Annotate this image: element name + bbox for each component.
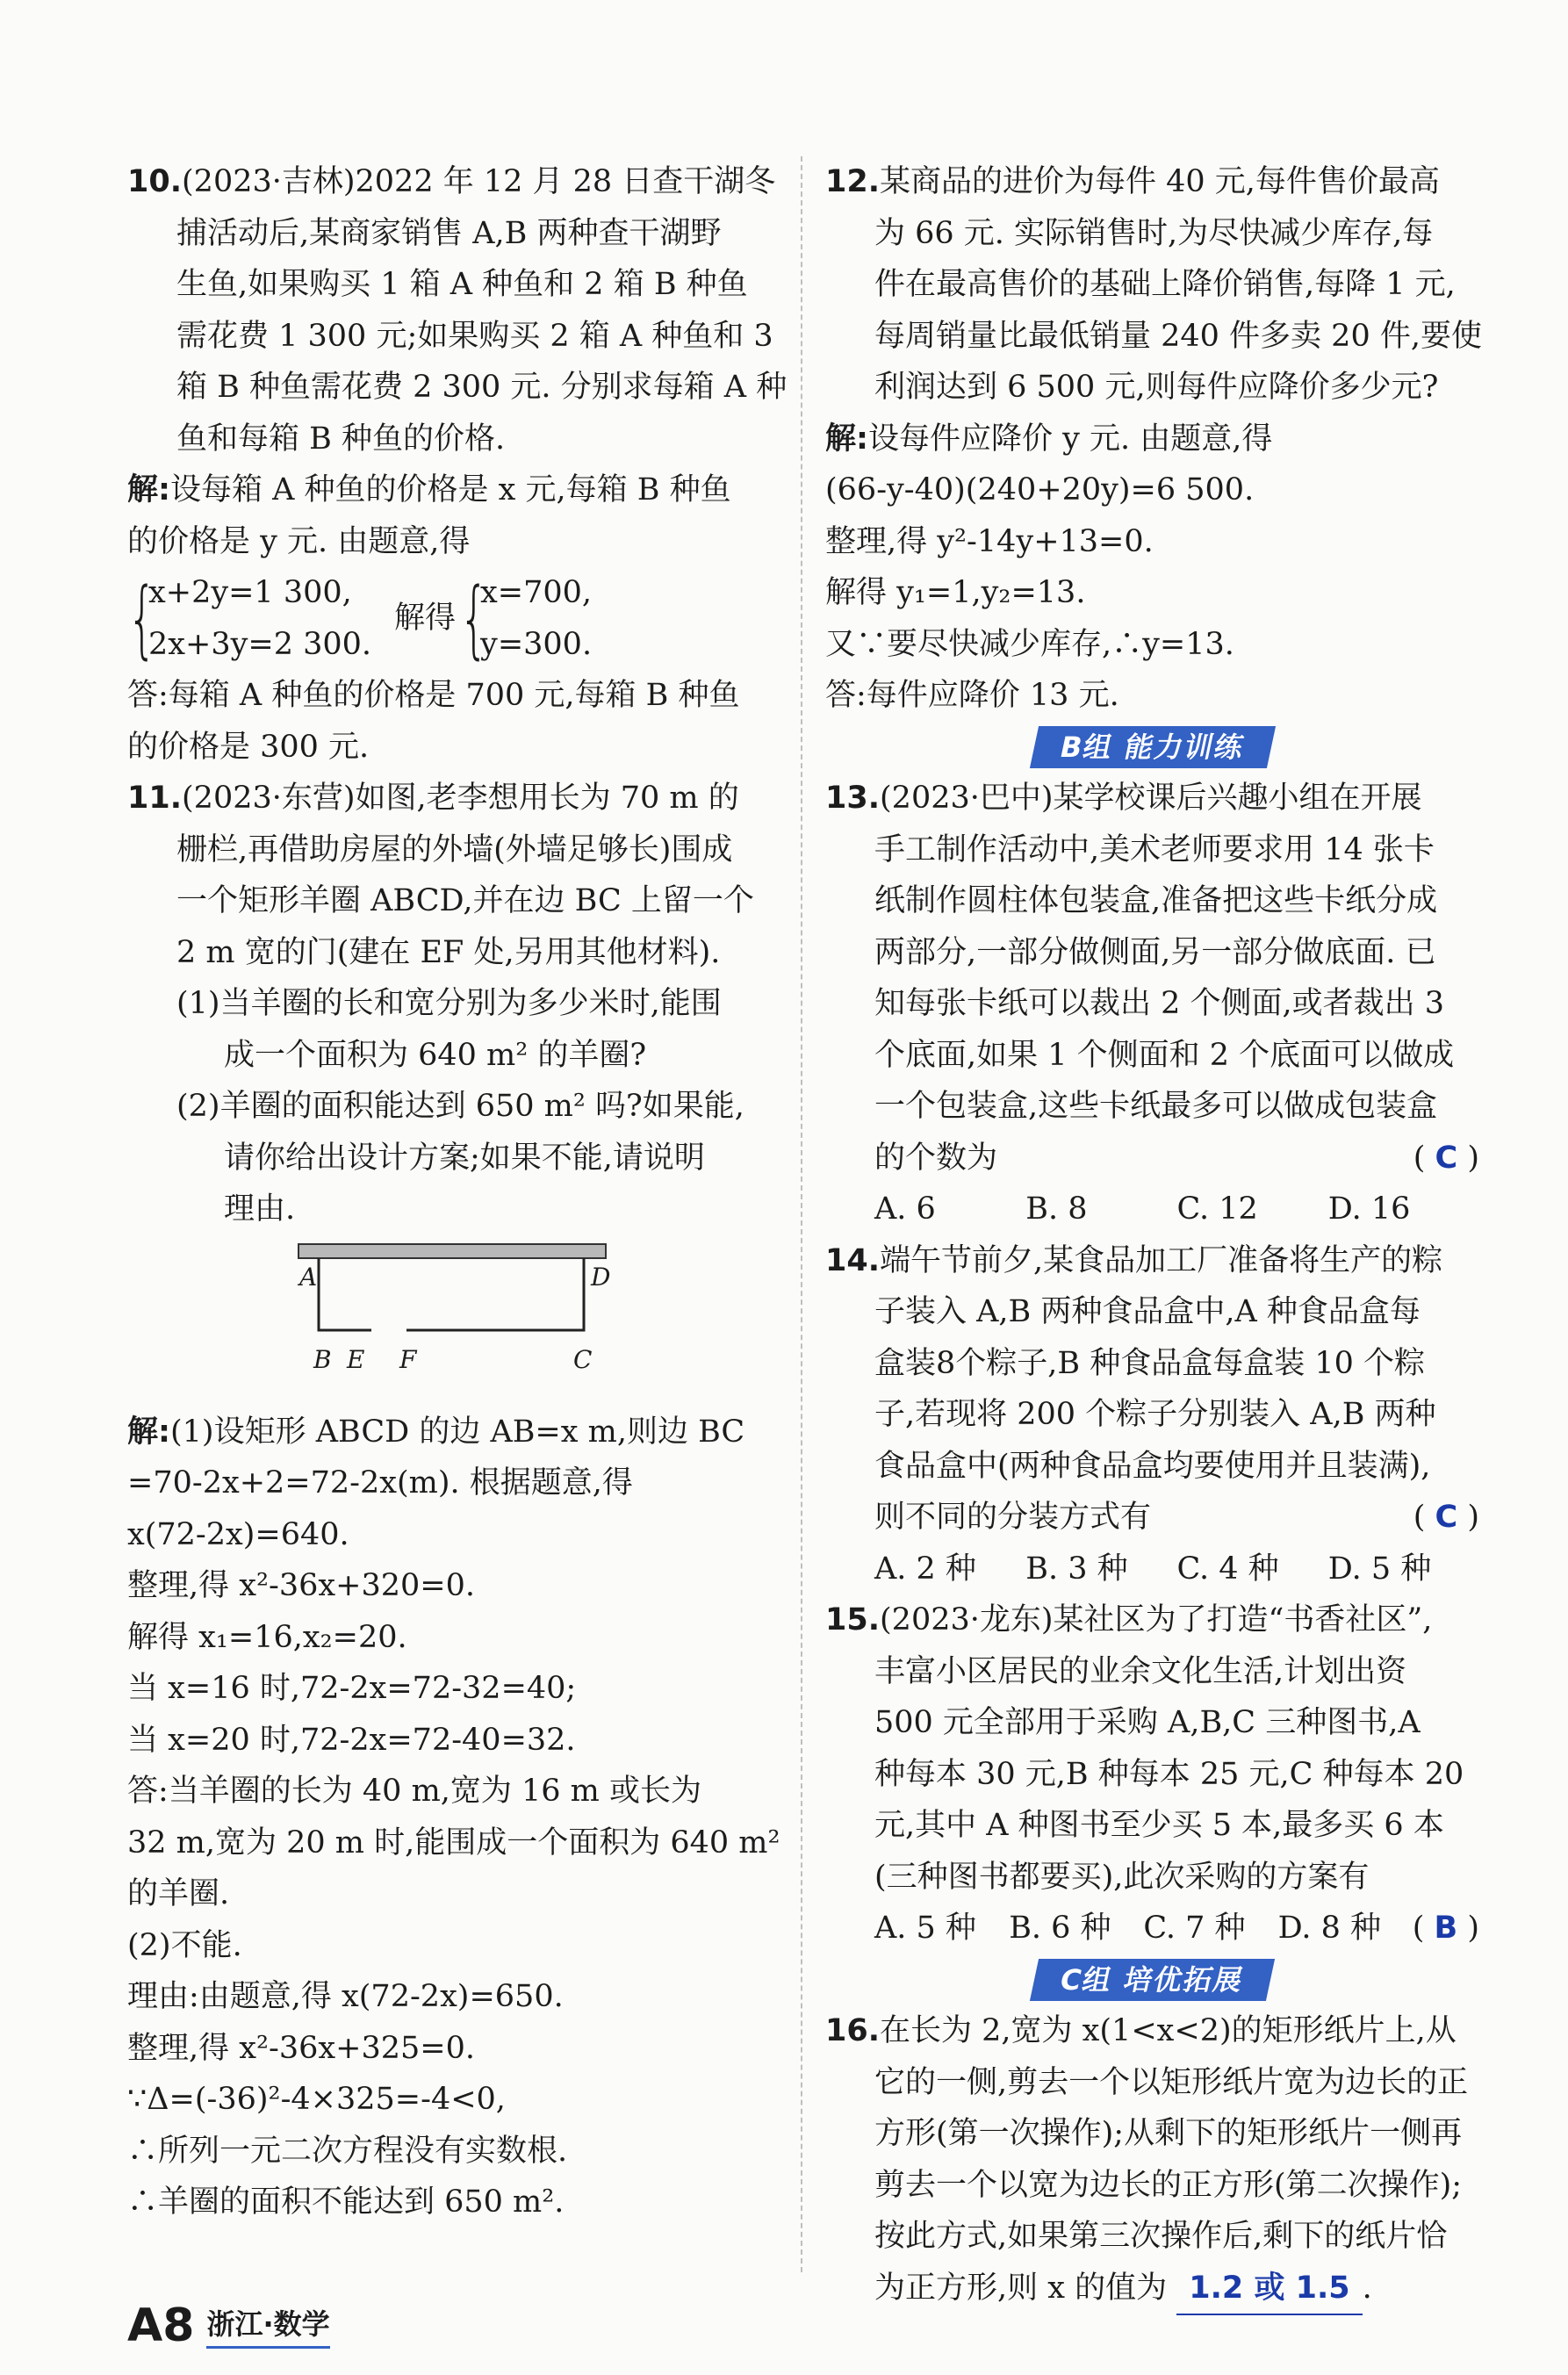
question-13 <box>825 773 1479 1235</box>
question-text: (2023·巴中)某学校课后兴趣小组在开展 <box>880 781 1422 816</box>
section-banner-b <box>825 722 1479 774</box>
question-number: 14. <box>825 1242 881 1278</box>
question-text: 鱼和每箱 B 种鱼的价格. <box>176 421 506 457</box>
point-label-b: B <box>313 1344 332 1374</box>
answer-bracket: ( C ) <box>1413 1500 1479 1535</box>
section-banner-label: B组 能力训练 <box>1030 726 1276 768</box>
solution-text: 当 x=16 时,72-2x=72-32=40; <box>127 1671 577 1706</box>
answer-text: 的价格是 300 元. <box>127 729 370 765</box>
question-number: 11. <box>127 781 183 816</box>
option: D. 8 种 <box>1277 1911 1382 1946</box>
options-row <box>825 1903 1413 1954</box>
column-divider <box>801 156 802 2272</box>
equation: 2x+3y=2 300. <box>148 626 372 662</box>
point-label-a: A <box>299 1262 318 1292</box>
option: C. 7 种 <box>1143 1911 1246 1946</box>
solution-text: 答:当羊圈的长为 40 m,宽为 16 m 或长为 <box>127 1774 701 1809</box>
option: D. 5 种 <box>1327 1551 1432 1587</box>
equation-system <box>127 567 781 670</box>
question-text: 每周销量比最低销量 240 件多卖 20 件,要使 <box>874 318 1482 354</box>
solution-text: 解得 x₁=16,x₂=20. <box>127 1619 407 1655</box>
point-label-e: E <box>347 1344 365 1374</box>
option: B. 8 <box>1025 1191 1088 1227</box>
answer-text: 答:每箱 A 种鱼的价格是 700 元,每箱 B 种鱼 <box>127 678 740 713</box>
question-text: 利润达到 6 500 元,则每件应降价多少元? <box>874 370 1439 405</box>
solution-text: 当 x=20 时,72-2x=72-40=32. <box>127 1722 576 1758</box>
solution-text: 设每件应降价 y 元. 由题意,得 <box>868 421 1273 457</box>
point-label-d: D <box>591 1262 611 1292</box>
question-text: 为 66 元. 实际销售时,为尽快减少库存,每 <box>874 215 1434 251</box>
question-text: 为正方形,则 x 的值为 <box>874 2270 1168 2306</box>
question-10 <box>127 156 788 773</box>
question-text: 需花费 1 300 元;如果购买 2 箱 A 种鱼和 3 <box>176 318 773 354</box>
section-banner-c <box>825 1954 1479 2006</box>
question-text: 剪去一个以宽为边长的正方形(第二次操作); <box>874 2167 1463 2203</box>
solution-text: 解得 y₁=1,y₂=13. <box>825 575 1086 610</box>
solution-label: 解: <box>127 1414 170 1450</box>
subquestion-text: 请你给出设计方案;如果不能,请说明 <box>224 1140 705 1176</box>
question-text: 个底面,如果 1 个侧面和 2 个底面可以做成 <box>874 1037 1455 1073</box>
left-column <box>127 156 788 2228</box>
solve-label: 解得 <box>394 601 457 637</box>
answer-choice: C <box>1435 1500 1458 1535</box>
brace-icon: { <box>127 569 157 668</box>
question-text: 2 m 宽的门(建在 EF 处,另用其他材料). <box>176 934 721 970</box>
question-text: 食品盒中(两种食品盒均要使用并且装满), <box>874 1448 1431 1484</box>
solution-text: ∴羊圈的面积不能达到 650 m². <box>127 2184 565 2220</box>
question-text: 手工制作活动中,美术老师要求用 14 张卡 <box>874 831 1435 867</box>
fence-left <box>319 1258 371 1330</box>
options-row <box>825 1184 1479 1235</box>
question-number: 10. <box>127 164 183 199</box>
question-text: 种每本 30 元,B 种每本 25 元,C 种每本 20 <box>874 1756 1464 1792</box>
solution-text: (2)不能. <box>127 1927 242 1963</box>
question-text: 栅栏,再借助房屋的外墙(外墙足够长)围成 <box>176 831 733 867</box>
question-text: (2023·龙东)某社区为了打造“书香社区”, <box>880 1602 1433 1637</box>
question-text: . <box>1362 2270 1372 2306</box>
question-12 <box>825 156 1482 722</box>
question-text: 两部分,一部分做侧面,另一部分做底面. 已 <box>874 934 1436 970</box>
solution-label: 解: <box>127 472 170 507</box>
rectangle-pen-figure <box>127 1235 781 1407</box>
question-text: (2023·东营)如图,老李想用长为 70 m 的 <box>182 781 739 816</box>
brace-icon: { <box>459 569 489 668</box>
solution-label: 解: <box>825 421 868 457</box>
question-number: 13. <box>825 781 881 816</box>
solution-text: 整理,得 x²-36x+325=0. <box>127 2030 475 2066</box>
question-number: 12. <box>825 164 881 199</box>
subquestion-text: (2)羊圈的面积能达到 650 m² 吗?如果能, <box>176 1089 744 1124</box>
solution-text: 又∵要尽快减少库存,∴y=13. <box>825 626 1234 662</box>
solution-text: 32 m,宽为 20 m 时,能围成一个面积为 640 m² <box>127 1824 780 1860</box>
solution-text: 的价格是 y 元. 由题意,得 <box>127 523 471 559</box>
question-text: 丰富小区居民的业余文化生活,计划出资 <box>874 1653 1407 1689</box>
fence-right <box>406 1258 584 1330</box>
solution-text: 的羊圈. <box>127 1876 230 1911</box>
question-text: 子装入 A,B 两种食品盒中,A 种食品盒每 <box>874 1294 1421 1329</box>
option: A. 2 种 <box>874 1551 976 1587</box>
solution-text: 理由:由题意,得 x(72-2x)=650. <box>127 1979 564 2014</box>
question-text: 某商品的进价为每件 40 元,每件售价最高 <box>880 164 1440 199</box>
question-11 <box>127 773 781 2228</box>
option: C. 12 <box>1176 1191 1258 1227</box>
question-text: 盒装8个粽子,B 种食品盒每盒装 10 个粽 <box>874 1345 1426 1381</box>
option: A. 6 <box>874 1191 936 1227</box>
option: A. 5 种 <box>874 1911 976 1946</box>
question-text: 端午节前夕,某食品加工厂准备将生产的粽 <box>880 1242 1443 1278</box>
question-text: 的个数为 <box>874 1140 998 1176</box>
answer-choice: B <box>1434 1911 1458 1946</box>
equation: x=700, <box>480 575 593 610</box>
option: B. 3 种 <box>1025 1551 1128 1587</box>
section-banner-label: C组 培优拓展 <box>1030 1959 1275 2001</box>
question-text: 捕活动后,某商家销售 A,B 两种查干湖野 <box>176 215 722 251</box>
point-label-c: C <box>573 1344 593 1374</box>
question-text: 知每张卡纸可以裁出 2 个侧面,或者裁出 3 <box>874 986 1445 1021</box>
solution-text: 整理,得 x²-36x+320=0. <box>127 1568 475 1603</box>
equation: x+2y=1 300, <box>148 575 352 610</box>
solution-text: 答:每件应降价 13 元. <box>825 678 1119 713</box>
question-text: 件在最高售价的基础上降价销售,每降 1 元, <box>874 267 1456 302</box>
solution-text: ∴所列一元二次方程没有实数根. <box>127 2133 568 2169</box>
question-text: 方形(第一次操作);从剩下的矩形纸片一侧再 <box>874 2116 1463 2151</box>
solution-text: =70-2x+2=72-2x(m). 根据题意,得 <box>127 1465 633 1501</box>
answer-bracket: ( C ) <box>1413 1140 1479 1176</box>
options-row <box>825 1544 1479 1595</box>
question-text: 纸制作圆柱体包装盒,准备把这些卡纸分成 <box>874 883 1438 918</box>
subquestion-text: 成一个面积为 640 m² 的羊圈? <box>224 1037 647 1073</box>
question-number: 15. <box>825 1602 881 1637</box>
question-text: 则不同的分装方式有 <box>874 1500 1152 1535</box>
question-text: 它的一侧,剪去一个以矩形纸片宽为边长的正 <box>874 2064 1469 2100</box>
question-text: 箱 B 种鱼需花费 2 300 元. 分别求每箱 A 种 <box>176 370 788 405</box>
solution-text: 设每箱 A 种鱼的价格是 x 元,每箱 B 种鱼 <box>170 472 731 507</box>
subquestion-text: (1)当羊圈的长和宽分别为多少米时,能围 <box>176 986 722 1021</box>
book-subtitle: 浙江·数学 <box>206 2302 329 2349</box>
question-number: 16. <box>825 2013 881 2048</box>
answer-bracket: ( B ) <box>1412 1911 1479 1946</box>
question-text: 元,其中 A 种图书至少买 5 本,最多买 6 本 <box>874 1808 1444 1843</box>
page-footer <box>127 2299 330 2352</box>
question-text: 生鱼,如果购买 1 箱 A 种鱼和 2 箱 B 种鱼 <box>176 267 748 302</box>
question-text: 在长为 2,宽为 x(1<x<2)的矩形纸片上,从 <box>880 2013 1457 2048</box>
solution-text: (1)设矩形 ABCD 的边 AB=x m,则边 BC <box>170 1414 745 1450</box>
question-text: 500 元全部用于采购 A,B,C 三种图书,A <box>874 1705 1421 1740</box>
answer-choice: C <box>1435 1140 1458 1176</box>
question-15 <box>825 1594 1479 1954</box>
question-text: 一个包装盒,这些卡纸最多可以做成包装盒 <box>874 1089 1438 1124</box>
equation: y=300. <box>480 626 593 662</box>
question-text: (2023·吉林)2022 年 12 月 28 日查干湖冬 <box>182 164 776 199</box>
right-column <box>825 156 1482 2315</box>
figure-drawing <box>127 1235 781 1407</box>
solution-text: 整理,得 y²-14y+13=0. <box>825 523 1154 559</box>
question-text: (三种图书都要买),此次采购的方案有 <box>874 1859 1370 1895</box>
option: C. 4 种 <box>1176 1551 1279 1587</box>
fill-in-answer: 1.2 或 1.5 <box>1176 2263 1362 2316</box>
solution-text: ∵Δ=(-36)²-4×325=-4<0, <box>127 2082 506 2117</box>
page-number: A8 <box>127 2299 195 2352</box>
solution-text: (66-y-40)(240+20y)=6 500. <box>825 472 1255 507</box>
question-text: 一个矩形羊圈 ABCD,并在边 BC 上留一个 <box>176 883 754 918</box>
option: D. 16 <box>1327 1191 1411 1227</box>
house-wall <box>298 1244 606 1258</box>
question-text: 按此方式,如果第三次操作后,剩下的纸片恰 <box>874 2219 1448 2254</box>
question-16 <box>825 2005 1479 2315</box>
subquestion-text: 理由. <box>224 1191 296 1227</box>
question-text: 子,若现将 200 个粽子分别装入 A,B 两种 <box>874 1397 1436 1432</box>
option: B. 6 种 <box>1009 1911 1111 1946</box>
solution-text: x(72-2x)=640. <box>127 1516 349 1552</box>
point-label-f: F <box>399 1344 417 1374</box>
question-14 <box>825 1235 1479 1595</box>
